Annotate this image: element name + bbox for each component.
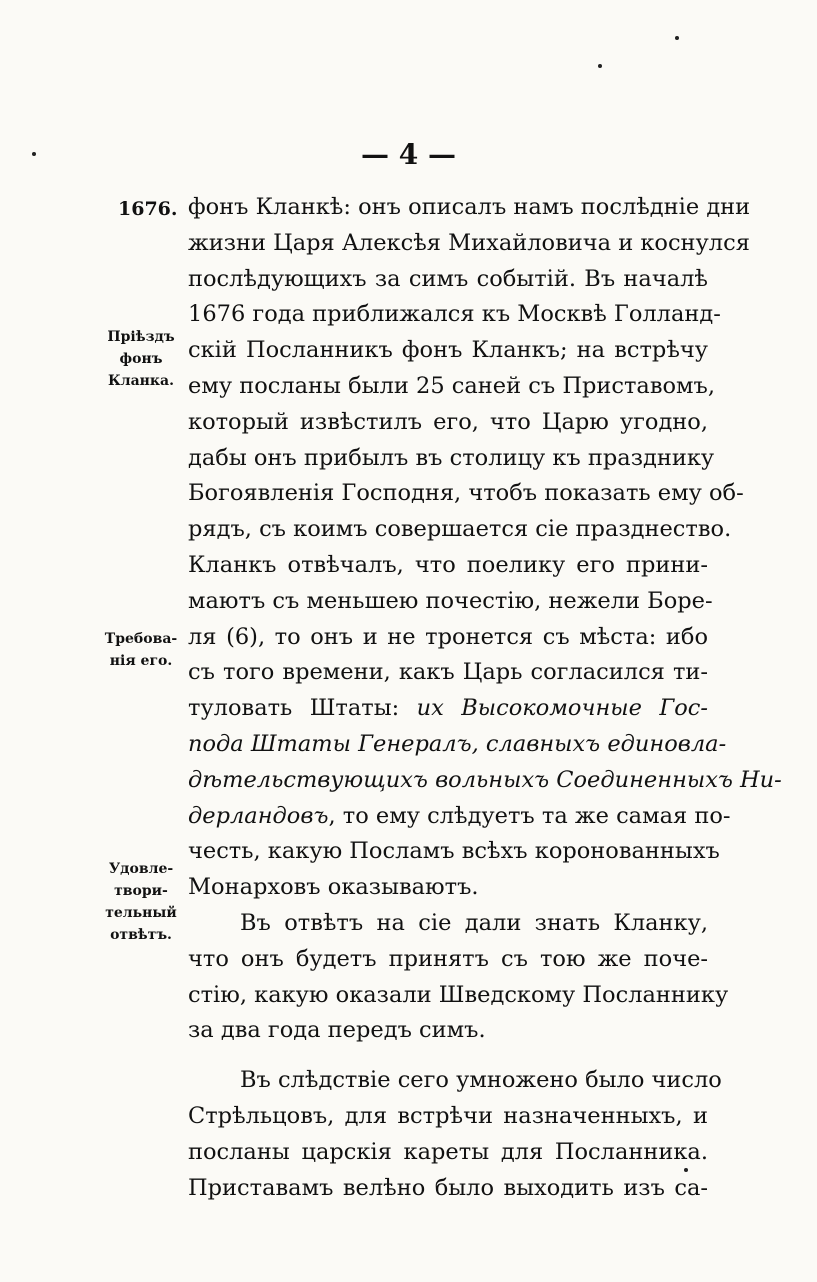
margin-note-line: фонъ [119, 351, 163, 367]
speck [598, 64, 602, 68]
text-line: Кланкъ отвѣчалъ, что поелику его прини- [188, 551, 708, 578]
text-line: 1676 года приближался къ Москвѣ Голланд- [188, 301, 721, 328]
body-text [188, 190, 782, 1206]
text-line-mixed [188, 799, 731, 835]
text-line-italic: дѣтельствующихъ вольныхъ Соединенныхъ Ни- [188, 766, 782, 793]
margin-note-arrival [98, 326, 184, 392]
text-line: маютъ съ меньшею почестію, нежели Боре- [188, 587, 713, 614]
text-line: который извѣстилъ его, что Царю угодно, [188, 408, 708, 435]
text-line: стію, какую оказали Шведскому Посланнику [188, 981, 729, 1008]
text-roman: туловать Штаты: [188, 695, 417, 722]
text-line: посланы царскія кареты для Посланника. [188, 1138, 708, 1165]
margin-note-demands [98, 628, 184, 672]
margin-year: 1676. [118, 198, 178, 220]
speck [675, 36, 679, 40]
text-line: Монарховъ оказываютъ. [188, 874, 479, 901]
margin-note-line: нія его. [109, 653, 173, 669]
text-line: ля (6), то онъ и не тронется съ мѣста: ибо [188, 623, 708, 650]
page-number: — 4 — [361, 138, 456, 171]
margin-note-line: Требова- [104, 631, 178, 647]
text-line: честь, какую Посламъ всѣхъ коронованныхъ [188, 838, 720, 865]
text-line: фонъ Кланкѣ: онъ описалъ намъ послѣдніе дни [188, 194, 751, 220]
text-line: Въ слѣдствіе сего умножено было число [240, 1067, 722, 1094]
text-line: Приставамъ велѣно было выходить изъ са- [188, 1174, 708, 1201]
text-line: дабы онъ прибылъ въ столицу къ празднику [188, 444, 715, 471]
text-line-italic: пода Штаты Генералъ, славныхъ единовла- [188, 730, 727, 757]
text-line: за два года передъ симъ. [188, 1017, 486, 1044]
text-italic: дерландовъ [188, 802, 329, 829]
text-line: жизни Царя Алексѣя Михайловича и коснулся [188, 229, 750, 256]
margin-note-line: Удовле- [108, 861, 174, 877]
text-line: Богоявленія Господня, чтобъ показать ему об- [188, 480, 744, 507]
text-roman: , то ему слѣдуетъ та же самая по- [328, 802, 731, 829]
margin-note-line: Прiѣздъ [107, 329, 175, 345]
margin-note-answer [98, 858, 184, 946]
text-italic: их Высокомочные Гос- [416, 695, 708, 722]
margin-note-line: тельный [105, 905, 177, 921]
text-line-mixed [188, 691, 708, 727]
text-line: Стрѣльцовъ, для встрѣчи назначенныхъ, и [188, 1102, 708, 1129]
text-line: послѣдующихъ за симъ событій. Въ началѣ [188, 265, 708, 292]
text-line: рядъ, съ коимъ совершается сіе празднество. [188, 516, 732, 543]
margin-note-line: твори- [114, 883, 168, 899]
text-line: скій Посланникъ фонъ Кланкъ; на встрѣчу [188, 337, 708, 364]
text-line: Въ отвѣтъ на сіе дали знать Кланку, [240, 909, 708, 936]
text-line: что онъ будетъ принятъ съ тою же поче- [188, 945, 708, 972]
margin-note-line: отвѣтъ. [110, 927, 172, 943]
text-line: ему посланы были 25 саней съ Приставомъ, [188, 372, 716, 399]
margin-note-line: Кланка. [108, 373, 174, 389]
text-line: съ того времени, какъ Царь согласился ти- [188, 659, 708, 686]
